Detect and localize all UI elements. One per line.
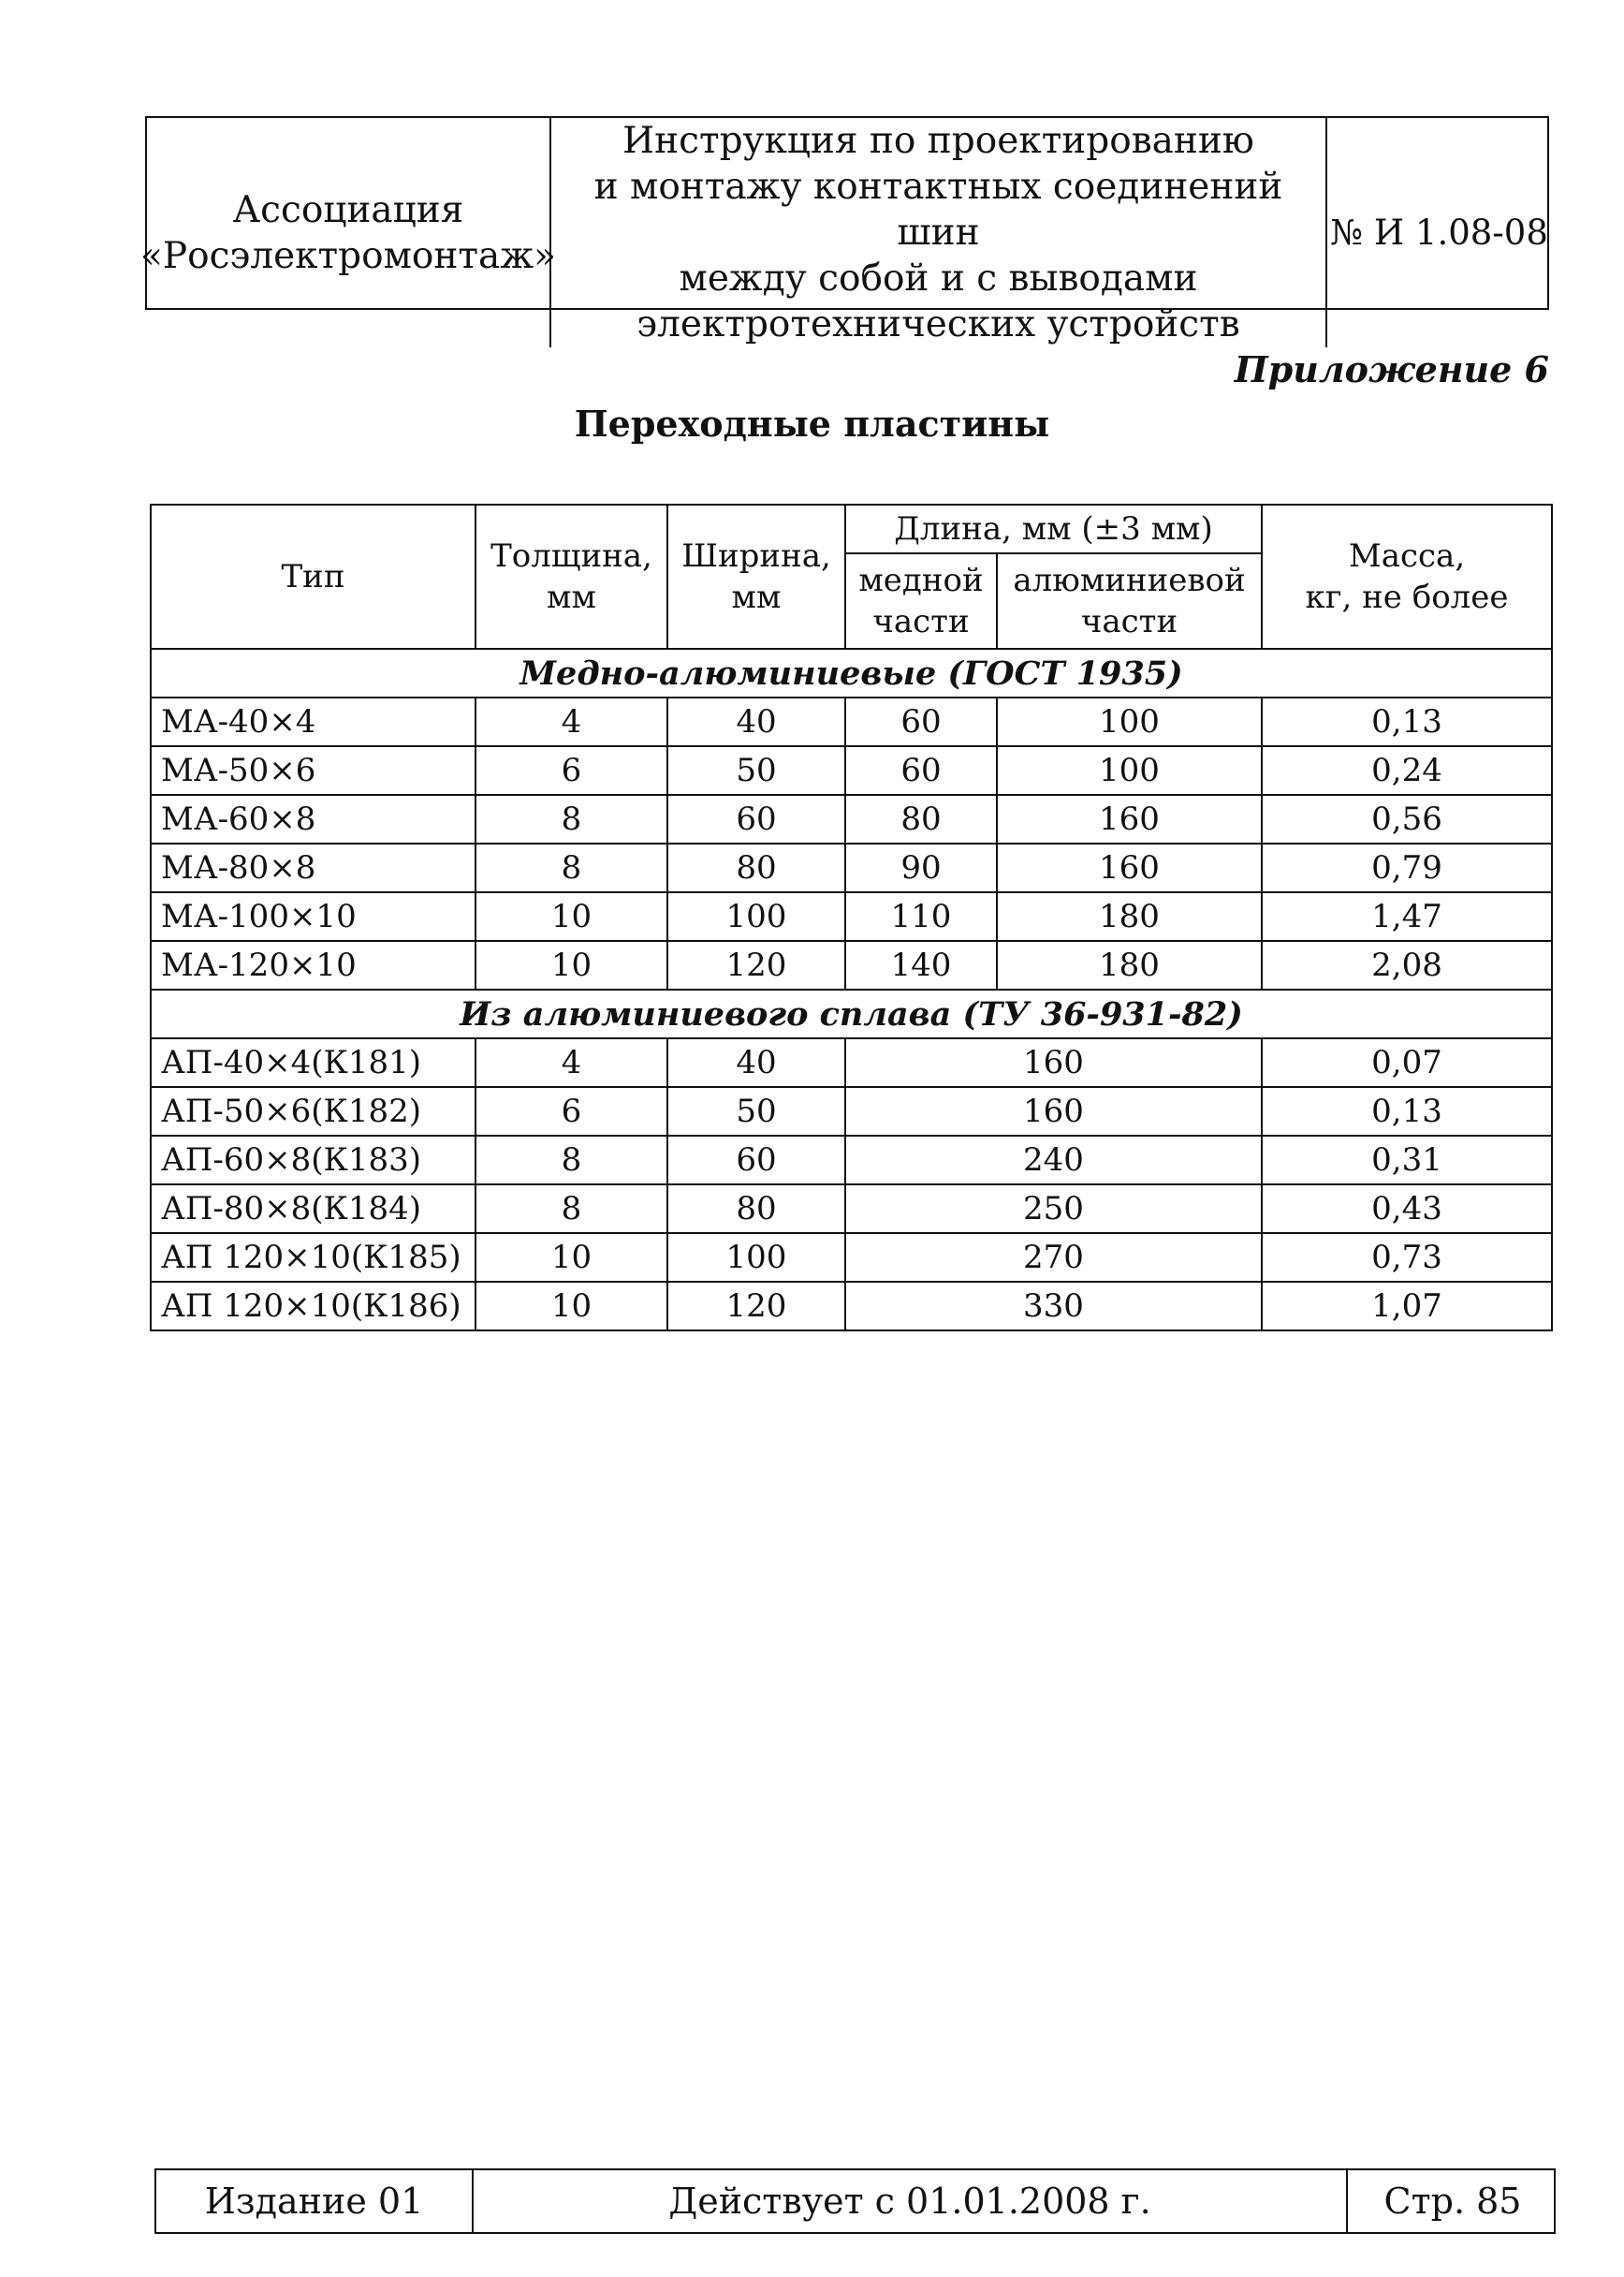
doc-title-line-3: между собой и с выводами <box>679 257 1198 300</box>
cell-mass: 0,07 <box>1262 1038 1552 1087</box>
cell-thickness: 4 <box>475 698 667 746</box>
appendix-label: Приложение 6 <box>1234 348 1549 390</box>
table-row <box>151 844 1552 892</box>
doc-title-line-2: и монтажу контактных соединений шин <box>593 166 1283 254</box>
cell-type: АП-60×8(К183) <box>151 1136 475 1184</box>
cell-mass: 0,13 <box>1262 698 1552 746</box>
cell-thickness: 8 <box>475 1136 667 1184</box>
section-title-aluminium-alloy: Из алюминиевого сплава (ТУ 36-931-82) <box>151 990 1552 1038</box>
cell-width: 40 <box>667 1038 845 1087</box>
effective-date: Действует с 01.01.2008 г. <box>474 2170 1348 2232</box>
document-number: № И 1.08-08 <box>1330 213 1548 253</box>
cell-type: МА-60×8 <box>151 795 475 844</box>
cell-type: АП-40×4(К181) <box>151 1038 475 1087</box>
document-title-cell <box>551 118 1327 347</box>
cell-type: МА-40×4 <box>151 698 475 746</box>
cell-copper-length: 60 <box>845 746 997 795</box>
cell-width: 60 <box>667 1136 845 1184</box>
cell-width: 100 <box>667 1233 845 1282</box>
cell-mass: 0,13 <box>1262 1087 1552 1136</box>
table-row <box>151 795 1552 844</box>
cell-aluminium-length: 180 <box>997 941 1262 990</box>
cell-copper-length: 60 <box>845 698 997 746</box>
organization-line-2: «Росэлектромонтаж» <box>140 234 556 277</box>
cell-thickness: 6 <box>475 1087 667 1136</box>
cell-width: 50 <box>667 746 845 795</box>
table-title: Переходные пластины <box>574 403 1050 445</box>
doc-title-line-4: электротехнических устройств <box>636 303 1240 345</box>
col-header-thickness: Толщина, мм <box>475 505 667 649</box>
cell-copper-length: 80 <box>845 795 997 844</box>
cell-type: МА-50×6 <box>151 746 475 795</box>
cell-width: 80 <box>667 1184 845 1233</box>
cell-thickness: 4 <box>475 1038 667 1087</box>
cell-aluminium-length: 100 <box>997 698 1262 746</box>
cell-length: 330 <box>845 1282 1262 1330</box>
cell-length: 160 <box>845 1038 1262 1087</box>
doc-title-line-1: Инструкция по проектированию <box>622 120 1254 162</box>
table-row <box>151 1233 1552 1282</box>
cell-type: АП-80×8(К184) <box>151 1184 475 1233</box>
cell-width: 50 <box>667 1087 845 1136</box>
cell-thickness: 8 <box>475 795 667 844</box>
cell-type: МА-100×10 <box>151 892 475 941</box>
cell-type: МА-80×8 <box>151 844 475 892</box>
cell-copper-length: 90 <box>845 844 997 892</box>
cell-mass: 0,31 <box>1262 1136 1552 1184</box>
cell-copper-length: 140 <box>845 941 997 990</box>
organization-cell <box>140 118 556 347</box>
cell-mass: 0,79 <box>1262 844 1552 892</box>
cell-mass: 0,43 <box>1262 1184 1552 1233</box>
cell-width: 60 <box>667 795 845 844</box>
section-title-copper-aluminium: Медно-алюминиевые (ГОСТ 1935) <box>151 649 1552 698</box>
document-footer <box>154 2168 1556 2234</box>
cell-thickness: 10 <box>475 941 667 990</box>
cell-type: АП 120×10(К185) <box>151 1233 475 1282</box>
cell-thickness: 10 <box>475 1282 667 1330</box>
cell-length: 250 <box>845 1184 1262 1233</box>
page-number: Стр. 85 <box>1383 2181 1522 2222</box>
cell-length: 160 <box>845 1087 1262 1136</box>
cell-thickness: 6 <box>475 746 667 795</box>
cell-aluminium-length: 100 <box>997 746 1262 795</box>
cell-width: 40 <box>667 698 845 746</box>
col-header-type: Тип <box>151 505 475 649</box>
cell-type: МА-120×10 <box>151 941 475 990</box>
plates-table <box>150 504 1553 1331</box>
col-header-aluminium: алюминиевой части <box>997 553 1262 649</box>
edition-label: Издание 01 <box>156 2170 474 2232</box>
cell-width: 80 <box>667 844 845 892</box>
cell-thickness: 10 <box>475 1233 667 1282</box>
cell-width: 100 <box>667 892 845 941</box>
col-header-mass: Масса, кг, не более <box>1262 505 1552 649</box>
cell-width: 120 <box>667 1282 845 1330</box>
cell-aluminium-length: 160 <box>997 795 1262 844</box>
table-row <box>151 1184 1552 1233</box>
document-header <box>140 116 1549 345</box>
table-row <box>151 746 1552 795</box>
table-row <box>151 892 1552 941</box>
table-row <box>151 1282 1552 1330</box>
cell-length: 270 <box>845 1233 1262 1282</box>
cell-mass: 1,47 <box>1262 892 1552 941</box>
table-row <box>151 698 1552 746</box>
cell-mass: 0,73 <box>1262 1233 1552 1282</box>
cell-type: АП 120×10(К186) <box>151 1282 475 1330</box>
cell-copper-length: 110 <box>845 892 997 941</box>
cell-width: 120 <box>667 941 845 990</box>
cell-length: 240 <box>845 1136 1262 1184</box>
cell-aluminium-length: 160 <box>997 844 1262 892</box>
cell-mass: 2,08 <box>1262 941 1552 990</box>
cell-thickness: 10 <box>475 892 667 941</box>
cell-type: АП-50×6(К182) <box>151 1087 475 1136</box>
table-row <box>151 941 1552 990</box>
table-row <box>151 1136 1552 1184</box>
organization-line-1: Ассоциация <box>232 188 464 231</box>
table-row <box>151 1087 1552 1136</box>
cell-mass: 0,56 <box>1262 795 1552 844</box>
cell-mass: 0,24 <box>1262 746 1552 795</box>
cell-mass: 1,07 <box>1262 1282 1552 1330</box>
col-header-width: Ширина, мм <box>667 505 845 649</box>
col-header-length: Длина, мм (±3 мм) <box>845 505 1262 553</box>
cell-thickness: 8 <box>475 844 667 892</box>
table-row <box>151 1038 1552 1087</box>
col-header-copper: медной части <box>845 553 997 649</box>
cell-thickness: 8 <box>475 1184 667 1233</box>
cell-aluminium-length: 180 <box>997 892 1262 941</box>
